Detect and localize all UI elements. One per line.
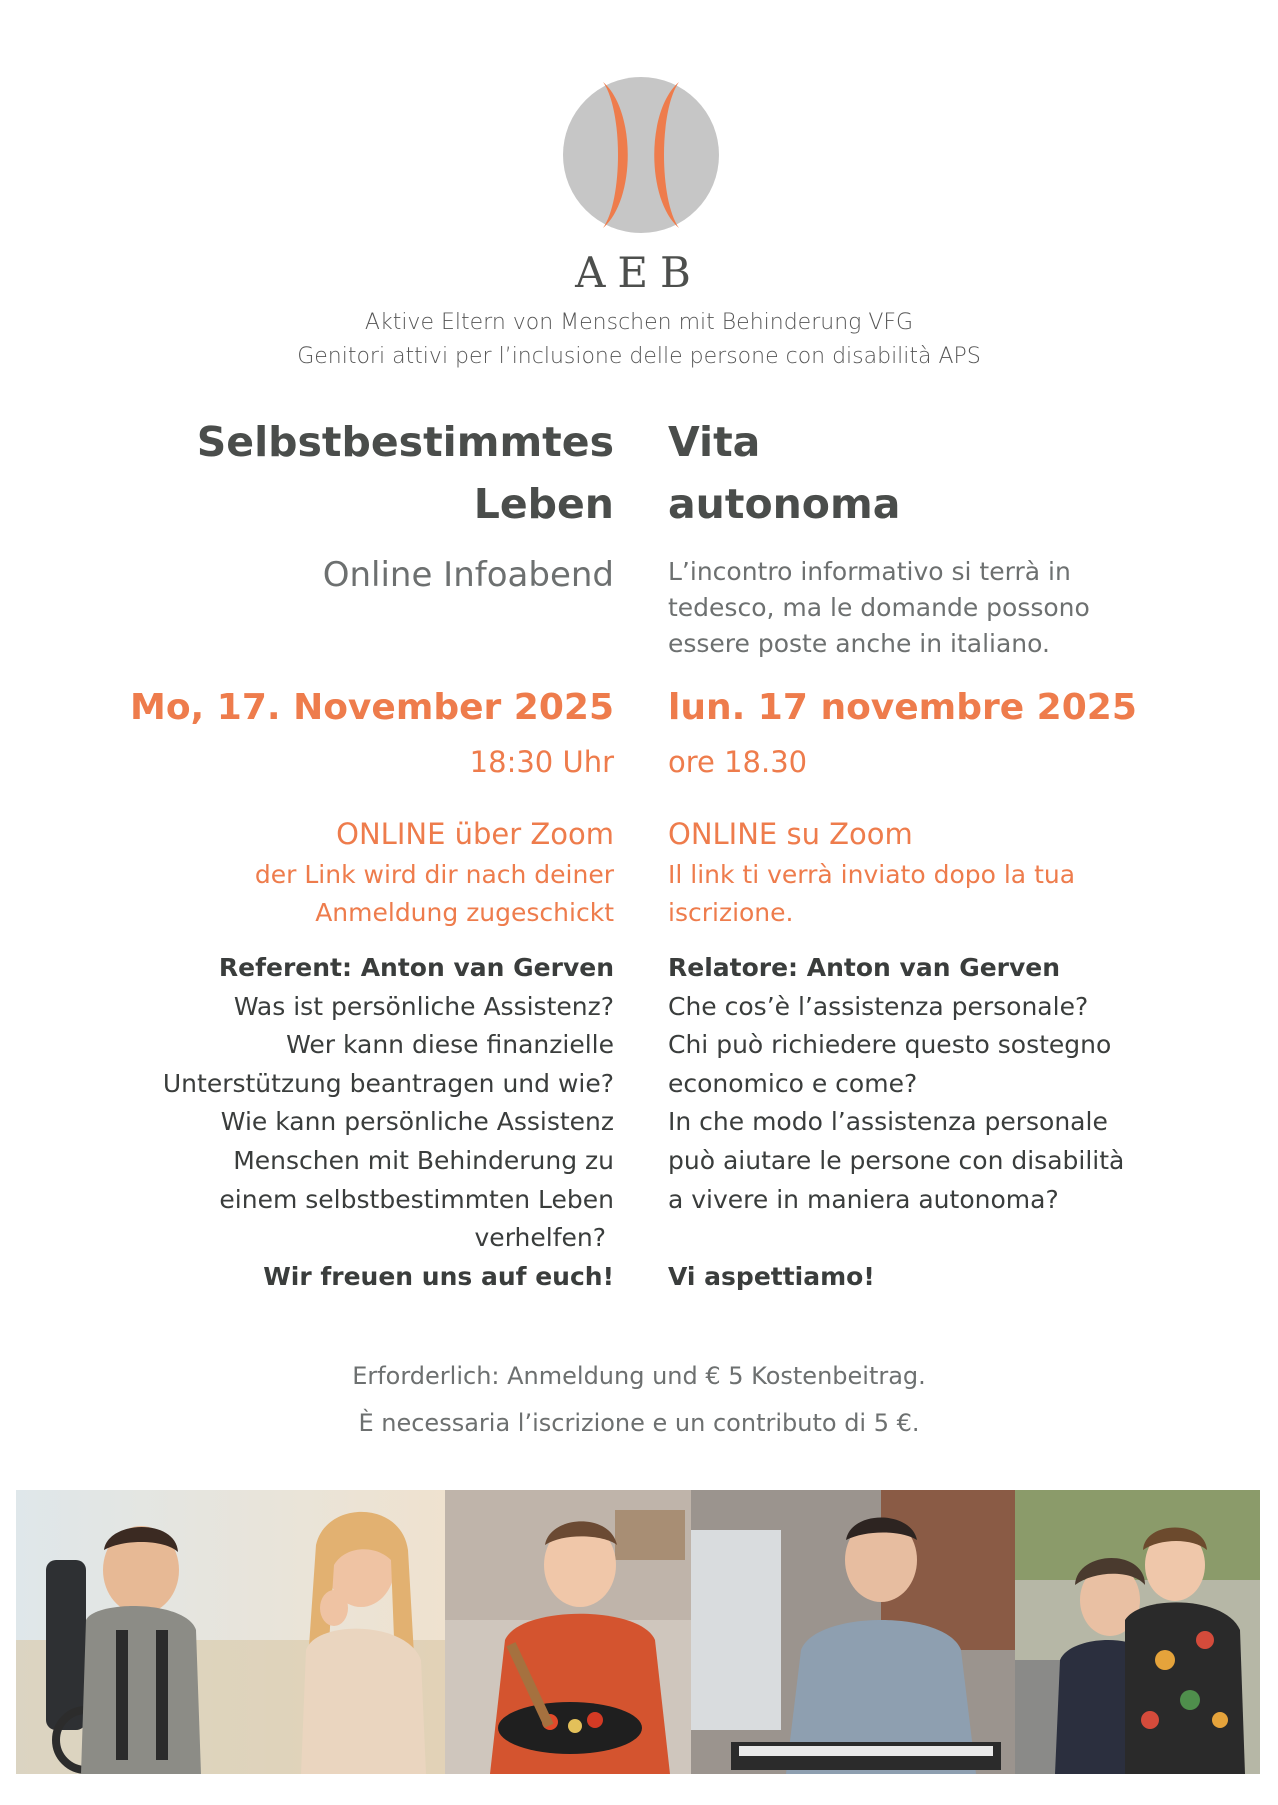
title-it-line2: autonoma	[668, 480, 901, 528]
question-line-it: a vivere in maniera autonoma?	[668, 1184, 1059, 1214]
subtitle-de: Online Infoabend	[322, 555, 614, 595]
online-text-de	[90, 856, 614, 932]
time-de: 18:30 Uhr	[469, 745, 614, 779]
date-de: Mo, 17. November 2025	[130, 687, 614, 728]
online-de-line: Anmeldung zugeschickt	[315, 898, 614, 927]
online-it-line: iscrizione.	[668, 898, 794, 927]
question-line-de: verhelfen?	[474, 1223, 606, 1253]
title-it	[668, 411, 1228, 535]
question-line-de: Was ist persönliche Assistenz?	[233, 991, 614, 1021]
logo-circle	[563, 77, 719, 233]
question-line-it: economico e come?	[668, 1068, 918, 1098]
subtitle-it-line: L’incontro informativo si terrà in	[668, 557, 1071, 586]
title-de-line2: Leben	[473, 480, 614, 528]
question-line-it: In che modo l’assistenza personale	[668, 1107, 1108, 1137]
online-de-line: der Link wird dir nach deiner	[254, 860, 614, 889]
question-line-it: Chi può richiedere questo sostegno	[668, 1030, 1112, 1060]
title-it-line1: Vita	[668, 418, 761, 466]
question-line-de: Wer kann diese finanzielle	[286, 1030, 614, 1060]
closing-de: Wir freuen uns auf euch!	[263, 1261, 614, 1291]
question-line-de: Menschen mit Behinderung zu	[233, 1145, 614, 1175]
question-line-de: Wie kann persönliche Assistenz	[220, 1107, 614, 1137]
requirement-it: È necessaria l’iscrizione e un contributo di 5 €.	[358, 1409, 920, 1437]
org-name-de: Aktive Eltern von Menschen mit Behinderung VFG	[364, 310, 914, 335]
content-it	[668, 949, 1228, 1296]
date-it: lun. 17 novembre 2025	[668, 687, 1137, 728]
question-line-de: einem selbstbestimmten Leben	[219, 1184, 614, 1214]
subtitle-it-line: essere poste anche in italiano.	[668, 629, 1050, 658]
question-line-de: Unterstützung beantragen und wie?	[162, 1068, 614, 1098]
photo-man-cooking	[445, 1490, 691, 1774]
photo-strip	[16, 1490, 1260, 1774]
title-de-line1: Selbstbestimmtes	[196, 418, 614, 466]
title-de	[90, 411, 614, 535]
speaker-it: Relatore: Anton van Gerven	[668, 953, 1061, 982]
subtitle-it-line: tedesco, ma le domande possono	[668, 593, 1090, 622]
photo-couple-hugging	[1015, 1490, 1260, 1774]
online-text-it	[668, 856, 1228, 932]
question-line-it: può aiutare le persone con disabilità	[668, 1145, 1125, 1175]
closing-it: Vi aspettiamo!	[668, 1261, 875, 1291]
online-it-line: Il link ti verrà inviato dopo la tua	[668, 860, 1076, 889]
aeb-logo	[551, 70, 731, 240]
time-it: ore 18.30	[668, 745, 808, 779]
org-abbreviation: AEB	[575, 248, 703, 297]
org-name-it: Genitori attivi per l’inclusione delle persone con disabilità APS	[297, 344, 981, 369]
online-title-it: ONLINE su Zoom	[668, 817, 913, 851]
photo-boy-wheelchair-with-woman	[16, 1490, 445, 1774]
photo-man-playing-piano	[691, 1490, 1015, 1774]
subtitle-it	[668, 554, 1228, 662]
content-de	[90, 949, 614, 1296]
online-title-de: ONLINE über Zoom	[336, 817, 614, 851]
speaker-de: Referent: Anton van Gerven	[218, 953, 614, 982]
requirement-de: Erforderlich: Anmeldung und € 5 Kostenbeitrag.	[352, 1362, 926, 1390]
question-line-it: Che cos’è l’assistenza personale?	[668, 991, 1089, 1021]
